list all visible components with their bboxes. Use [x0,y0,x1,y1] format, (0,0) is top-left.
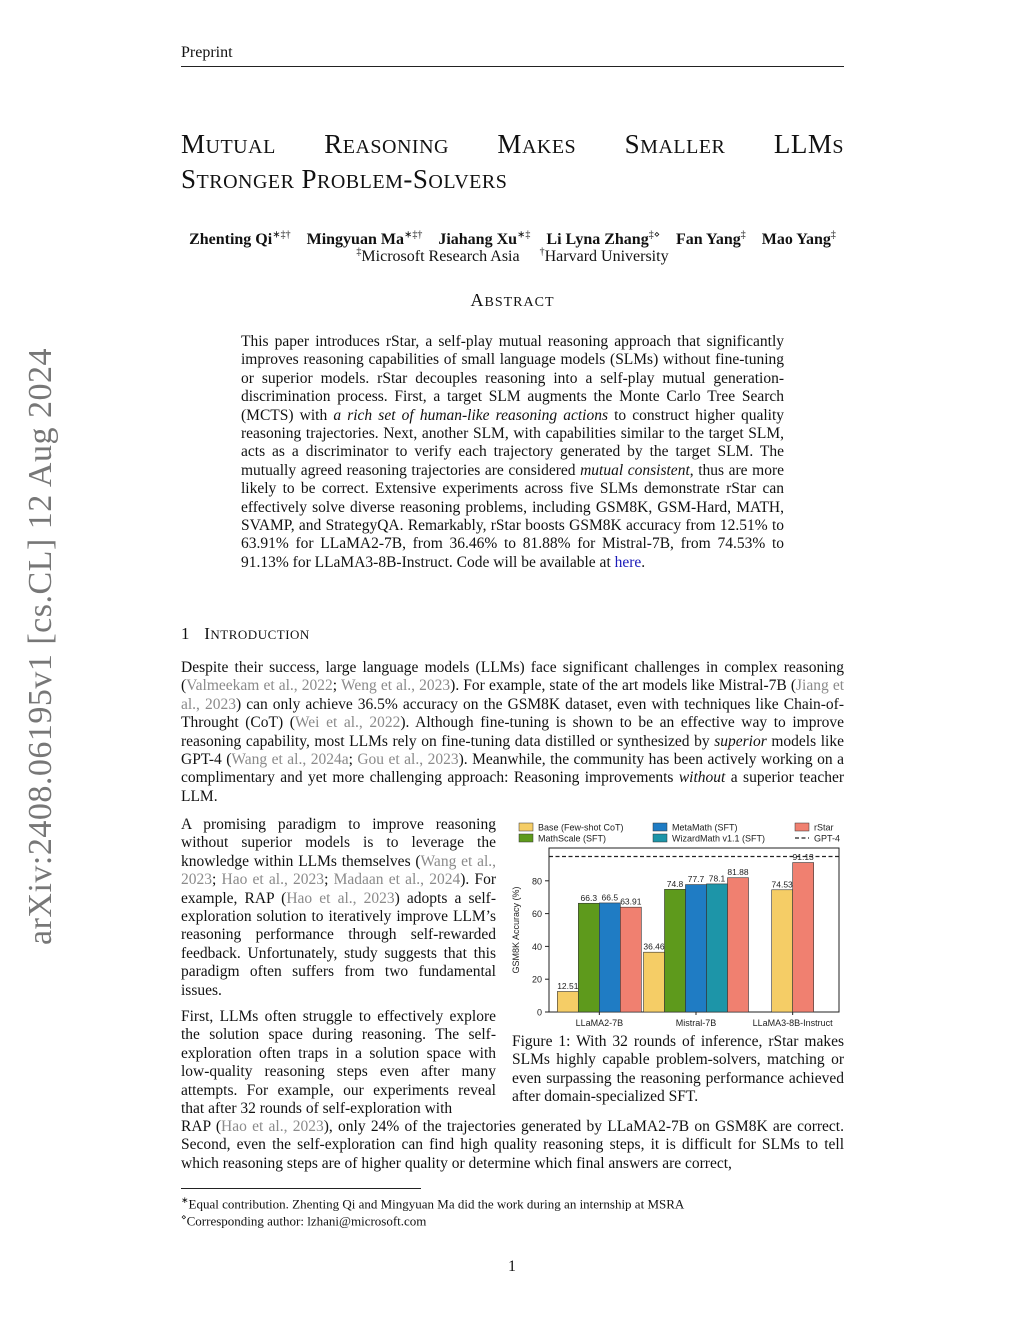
legend-swatch [653,823,667,831]
y-tick-label: 60 [531,909,542,920]
intro-paragraph-2: A promising paradigm to improve reasoning without superior models is to leverage the knowledge within LLMs themselves (Wang et al., 2023; Hao et al., 2023; Madaan et al., 2024). For example, RAP (Hao et al., 2023) adopts a self-exploration solution to iteratively improve LLM’s reasoning performance through self-rewarded feedback. Unfortunately, study suggests that this paradigm often suffers from two fundamental issues. [181,816,497,999]
title-word: -SOLVERS [403,164,508,194]
x-tick-label: Mistral-7B [675,1018,717,1028]
legend-label: WizardMath v1.1 (SFT) [672,833,766,844]
citation-link[interactable]: Gou et al., 2023 [357,751,459,769]
abstract-heading: ABSTRACT [470,290,555,310]
data-label: 66.5 [601,892,619,903]
section-heading: 1 INTRODUCTION [181,624,310,643]
bar [644,952,665,1012]
intro-paragraph-4: RAP (Hao et al., 2023), only 24% of the trajectories generated by LLaMA2-7B on GSM8K are correct. Second, even the self-exploration can find high quality reasoning steps, it is difficult for SLMs to tell which reasoning steps are of higher quality or determine which final answers are correct, [181,1118,844,1172]
bar [557,991,578,1012]
legend-swatch [795,823,809,831]
y-axis-label: GSM8K Accuracy (%) [511,886,521,974]
bar [665,889,686,1012]
bar [620,907,641,1012]
title-word: PROBLEM [301,164,404,194]
citation-link[interactable]: Wang et al., 2023 [181,852,497,889]
citation-link[interactable]: Hao et al., 2023 [221,1118,324,1135]
author-name: Mao Yang‡ [761,230,836,249]
x-tick-label: LLaMA2-7B [575,1018,624,1028]
legend-swatch [519,823,533,831]
data-label: 12.51 [557,980,579,991]
data-label: 36.46 [643,941,665,952]
arxiv-stamp: arXiv:2408.06195v1 [cs.CL] 12 Aug 2024 [22,348,59,945]
citation-link[interactable]: Weng et al., 2023 [340,677,451,695]
bar [578,903,599,1012]
citation-link[interactable]: Wei et al., 2022 [294,714,401,732]
affiliation: †Harvard University [539,247,669,266]
code-link[interactable]: here [614,553,642,571]
author-name: Fan Yang‡ [675,230,746,249]
legend-label: rStar [814,822,834,833]
author-name: Li Lyna Zhang‡⋄ [546,230,660,249]
running-header: Preprint [181,44,233,61]
data-label: 66.3 [580,892,598,903]
figure-1 [505,818,845,1040]
intro-paragraph-3: First, LLMs often struggle to effectively explore the solution space during reasoning. The self-exploration often traps in a solution space with low-quality reasoning steps even after many attempts. For example, our experiments reveal that after 32 rounds of self-exploration with [181,1008,496,1118]
title-word: MAKES [497,129,577,159]
bar [793,863,814,1012]
y-tick-label: 0 [536,1007,542,1018]
legend-label: MathScale (SFT) [538,833,607,844]
bar [686,885,707,1012]
bar [772,890,793,1012]
figure-caption: Figure 1: With 32 rounds of inference, rStar makes SLMs highly capable problem-solvers, matching or even surpassing the reasoning performance achieved after domain-specialized SFT. [512,1033,844,1106]
affiliations [181,247,844,266]
footnote-1: ∗Equal contribution. Zhenting Qi and Mingyuan Ma did the work during an internship at MSRA [181,1195,685,1212]
data-label: 91.13 [792,852,814,863]
citation-link[interactable]: Wang et al., 2024a [231,751,349,769]
abstract-body: This paper introduces rStar, a self-play mutual reasoning approach that significantly improves reasoning capabilities of small language models (SLMs) without fine-tuning or superior models. rStar decouples reasoning into a self-play mutual generation-discrimination process. First, a target SLM augments the Monte Carlo Tree Search (MCTS) with a rich set of human-like reasoning actions to construct higher quality reasoning trajectories. Next, another SLM, with capabilities similar to the target SLM, acts as a discriminator to verify each trajectory generated by the target SLM. The mutually agreed reasoning trajectories are considered mutual consistent, thus are more likely to be correct. Extensive experiments across five SLMs demonstrate rStar can effectively solve diverse reasoning problems, including GSM8K, GSM-Hard, MATH, SVAMP, and StrategyQA. Remarkably, rStar boosts GSM8K accuracy from 12.51% to 63.91% for LLaMA2-7B, from 36.46% to 81.88% for Mistral-7B, from 74.53% to 91.13% for LLaMA3-8B-Instruct. Code will be available at here. [241,333,785,571]
legend-label: GPT-4 [814,833,841,844]
legend-swatch [653,834,667,842]
footnote-rule [181,1188,421,1189]
citation-link[interactable]: Jiang et al., 2023 [181,677,845,713]
author-name: Mingyuan Ma∗‡† [306,230,423,249]
data-label: 74.53 [771,879,793,890]
affiliation: ‡Microsoft Research Asia [356,247,520,266]
data-label: 78.1 [708,873,726,884]
title-word: STRONGER [181,164,295,194]
footnote-2: ⋄Corresponding author: lzhani@microsoft.com [181,1212,427,1229]
author-name: Zhenting Qi∗‡† [189,230,291,249]
x-tick-label: LLaMA3-8B-Instruct [752,1018,833,1028]
legend-label: MetaMath (SFT) [672,822,738,833]
data-label: 63.91 [620,896,642,907]
author-name: Jiahang Xu∗‡ [438,230,531,249]
citation-link[interactable]: Madaan et al., 2024 [333,871,461,889]
legend-swatch [519,834,533,842]
bar [707,884,728,1012]
bar [599,903,620,1012]
y-tick-label: 40 [531,941,542,952]
title-word: SMALLER [624,129,726,159]
y-tick-label: 80 [531,876,542,887]
title-word: LLMS [773,129,844,159]
citation-link[interactable]: Hao et al., 2023 [286,889,395,907]
data-label: 77.7 [687,874,705,885]
y-tick-label: 20 [531,974,542,985]
title-word: REASONING [324,129,449,159]
legend-label: Base (Few-shot CoT) [538,822,624,833]
header-rule [181,66,844,67]
data-label: 74.8 [666,878,684,889]
intro-paragraph-1: Despite their success, large language models (LLMs) face significant challenges in complex reasoning (Valmeekam et al., 2022; Weng et al., 2023). For example, state of the art models like Mistral-7B (Jiang et al., 2023) can only achieve 36.5% accuracy on the GSM8K dataset, even with techniques like Chain-of-Throught (CoT) (Wei et al., 2022). Although fine-tuning is shown to be an effective way to improve reasoning capability, most LLMs rely on fine-tuning data distilled or synthesized by superior models like GPT-4 (Wang et al., 2024a; Gou et al., 2023). Meanwhile, the community has been actively working on a complimentary and yet more challenging approach: Reasoning improvements without a superior teacher LLM. [181,659,845,805]
paper-title [181,128,844,198]
citation-link[interactable]: Valmeekam et al., 2022 [186,677,333,695]
page-number: 1 [508,1258,516,1275]
bar [728,878,749,1012]
title-word: MUTUAL [181,129,276,159]
citation-link[interactable]: Hao et al., 2023 [221,871,325,889]
data-label: 81.88 [727,867,749,878]
bar-chart [505,818,845,1040]
